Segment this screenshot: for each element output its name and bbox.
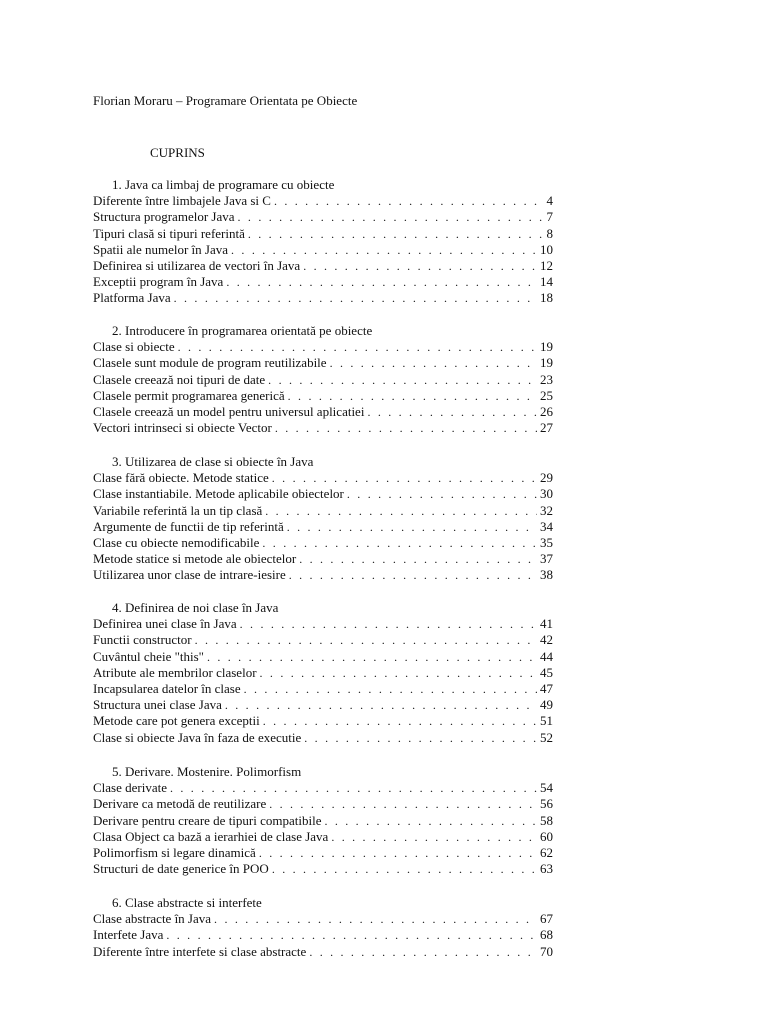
toc-entry — [93, 551, 553, 567]
toc-entry-label: Definirea unei clase în Java — [93, 616, 237, 632]
toc-section-title: 5. Derivare. Mostenire. Polimorfism — [112, 764, 302, 779]
toc-entry-page-number: 68 — [540, 927, 553, 943]
toc-entry-page-number: 56 — [540, 796, 553, 812]
toc-section-title: 2. Introducere în programarea orientată pe obiecte — [112, 323, 373, 338]
toc-entry — [93, 420, 553, 436]
toc-entry-page-number: 10 — [540, 241, 553, 257]
dot-leader — [262, 535, 537, 551]
toc-entry — [93, 209, 553, 225]
dot-leader — [265, 503, 537, 519]
toc-entry — [93, 258, 553, 274]
dot-leader — [330, 355, 537, 371]
toc-entry-page-number: 19 — [540, 355, 553, 371]
toc-section — [93, 454, 553, 584]
toc-entry-page-number: 52 — [540, 729, 553, 745]
toc-entry-label: Structura unei clase Java — [93, 697, 222, 713]
toc-entry-page-number: 41 — [540, 616, 553, 632]
dot-leader — [268, 372, 537, 388]
toc-entry — [93, 404, 553, 420]
toc-entry — [93, 535, 553, 551]
toc-section — [93, 895, 553, 960]
toc-entry — [93, 796, 553, 812]
toc-entry — [93, 226, 553, 242]
dot-leader — [226, 274, 537, 290]
dot-leader — [303, 258, 537, 274]
toc-section-title: 6. Clase abstracte si interfete — [112, 895, 262, 910]
dot-leader — [248, 226, 544, 242]
toc-entry-page-number: 60 — [540, 828, 553, 844]
toc-entry-page-number: 8 — [546, 225, 553, 241]
toc-entry-label: Derivare pentru creare de tipuri compatibile — [93, 812, 322, 828]
toc-entry — [93, 927, 553, 943]
toc-entry-label: Clase fără obiecte. Metode statice — [93, 470, 269, 486]
toc-entry — [93, 372, 553, 388]
toc-entry — [93, 813, 553, 829]
toc-entry — [93, 355, 553, 371]
toc-entry-page-number: 49 — [540, 697, 553, 713]
document-header: Florian Moraru – Programare Orientata pe Obiecte — [93, 93, 358, 108]
toc-entry-label: Metode statice si metode ale obiectelor — [93, 551, 297, 567]
toc-entry-label: Tipuri clasă si tipuri referintă — [93, 225, 245, 241]
toc-entry — [93, 829, 553, 845]
toc-entry-page-number: 38 — [540, 567, 553, 583]
toc-entry-label: Clasele creează un model pentru universul aplicatiei — [93, 404, 365, 420]
dot-leader — [274, 193, 544, 209]
toc-entry-label: Utilizarea unor clase de intrare-iesire — [93, 567, 286, 583]
toc-entry-page-number: 51 — [540, 713, 553, 729]
toc-entry — [93, 632, 553, 648]
dot-leader — [238, 209, 544, 225]
toc-entry — [93, 780, 553, 796]
toc-entry-page-number: 29 — [540, 470, 553, 486]
toc-entry-label: Clasele creează noi tipuri de date — [93, 371, 266, 387]
dot-leader — [347, 486, 537, 502]
toc-entry-label: Definirea si utilizarea de vectori în Java — [93, 258, 301, 274]
toc-entry — [93, 193, 553, 209]
toc-entry-label: Spatii ale numelor în Java — [93, 241, 229, 257]
toc-entry-page-number: 37 — [540, 551, 553, 567]
toc-entry-label: Clasele permit programarea generică — [93, 387, 285, 403]
toc-entry-page-number: 62 — [540, 845, 553, 861]
toc-entry — [93, 861, 553, 877]
toc-section-title: 1. Java ca limbaj de programare cu obiecte — [112, 177, 335, 192]
toc-entry-label: Clase derivate — [93, 780, 167, 796]
toc-entry-page-number: 26 — [540, 404, 553, 420]
toc-entry — [93, 470, 553, 486]
toc-entry-label: Polimorfism si legare dinamică — [93, 845, 256, 861]
toc-entry-page-number: 47 — [540, 681, 553, 697]
dot-leader — [225, 697, 537, 713]
toc-entry-label: Interfete Java — [93, 927, 164, 943]
dot-leader — [263, 713, 537, 729]
toc-entry-label: Clasele sunt module de program reutilizabile — [93, 355, 327, 371]
toc-section-title: 4. Definirea de noi clase în Java — [112, 600, 279, 615]
dot-leader — [299, 551, 537, 567]
toc-entry-page-number: 70 — [540, 943, 553, 959]
dot-leader — [269, 796, 537, 812]
toc-entry — [93, 519, 553, 535]
toc-entry — [93, 503, 553, 519]
toc-entry-page-number: 67 — [540, 911, 553, 927]
toc-entry — [93, 730, 553, 746]
dot-leader — [195, 632, 537, 648]
toc-entry — [93, 274, 553, 290]
dot-leader — [231, 242, 537, 258]
dot-leader — [260, 665, 537, 681]
toc-entry-label: Atribute ale membrilor claselor — [93, 664, 257, 680]
dot-leader — [324, 813, 537, 829]
toc-title: CUPRINS — [150, 145, 205, 160]
toc-entry-page-number: 12 — [540, 258, 553, 274]
toc-section — [93, 600, 553, 746]
dot-leader — [272, 861, 537, 877]
toc-entry-page-number: 14 — [540, 274, 553, 290]
dot-leader — [367, 404, 537, 420]
toc-entry-label: Clase abstracte în Java — [93, 911, 212, 927]
toc-section — [93, 323, 553, 436]
dot-leader — [272, 470, 537, 486]
dot-leader — [259, 845, 537, 861]
toc-entry — [93, 339, 553, 355]
toc-entry-label: Clase si obiecte — [93, 339, 175, 355]
toc-entry-label: Functii constructor — [93, 632, 192, 648]
toc-entry-label: Argumente de functii de tip referintă — [93, 518, 284, 534]
toc-entry-label: Diferente între limbajele Java si C — [93, 193, 271, 209]
toc-entry-page-number: 44 — [540, 648, 553, 664]
toc-entry — [93, 944, 553, 960]
toc-entry — [93, 845, 553, 861]
toc-entry-page-number: 27 — [540, 420, 553, 436]
dot-leader — [214, 911, 537, 927]
toc-entry-page-number: 25 — [540, 387, 553, 403]
toc-entry — [93, 697, 553, 713]
toc-entry-label: Variabile referintă la un tip clasă — [93, 502, 263, 518]
toc-entry-label: Exceptii program în Java — [93, 274, 224, 290]
toc-section — [93, 177, 553, 307]
toc-entry — [93, 242, 553, 258]
toc-entry-label: Diferente între interfete si clase abstracte — [93, 943, 307, 959]
toc-entry-page-number: 34 — [540, 518, 553, 534]
toc-entry-label: Incapsularea datelor în clase — [93, 681, 241, 697]
toc-entry-page-number: 54 — [540, 780, 553, 796]
dot-leader — [275, 420, 537, 436]
toc-entry-page-number: 63 — [540, 861, 553, 877]
dot-leader — [244, 681, 537, 697]
toc-entry — [93, 616, 553, 632]
toc-entry-label: Structura programelor Java — [93, 209, 235, 225]
toc-entry-page-number: 32 — [540, 502, 553, 518]
toc-entry-page-number: 19 — [540, 339, 553, 355]
toc-entry-label: Structuri de date generice în POO — [93, 861, 269, 877]
toc-entry-page-number: 23 — [540, 371, 553, 387]
toc-entry — [93, 713, 553, 729]
toc-entry — [93, 649, 553, 665]
dot-leader — [207, 649, 537, 665]
toc-entry-label: Platforma Java — [93, 290, 171, 306]
dot-leader — [304, 730, 537, 746]
toc-entry — [93, 567, 553, 583]
toc-entry-page-number: 58 — [540, 812, 553, 828]
toc-entry — [93, 290, 553, 306]
dot-leader — [309, 944, 537, 960]
toc-entry-page-number: 30 — [540, 486, 553, 502]
dot-leader — [174, 290, 537, 306]
toc-entry-page-number: 18 — [540, 290, 553, 306]
toc-entry-label: Clase si obiecte Java în faza de executie — [93, 729, 302, 745]
toc-section — [93, 764, 553, 877]
toc-entry — [93, 486, 553, 502]
toc-entry — [93, 388, 553, 404]
dot-leader — [178, 339, 537, 355]
toc-entry-label: Clase cu obiecte nemodificabile — [93, 535, 260, 551]
toc-entry-page-number: 35 — [540, 535, 553, 551]
dot-leader — [289, 567, 537, 583]
toc-entry-label: Clasa Object ca bază a ierarhiei de clase Java — [93, 828, 329, 844]
toc-entry-page-number: 45 — [540, 664, 553, 680]
dot-leader — [240, 616, 537, 632]
toc-section-title: 3. Utilizarea de clase si obiecte în Java — [112, 454, 314, 469]
dot-leader — [170, 780, 537, 796]
toc-entry — [93, 911, 553, 927]
dot-leader — [166, 927, 537, 943]
toc-entry-label: Metode care pot genera exceptii — [93, 713, 260, 729]
dot-leader — [287, 519, 537, 535]
toc-entry-label: Cuvântul cheie "this" — [93, 648, 204, 664]
toc-entry-label: Derivare ca metodă de reutilizare — [93, 796, 267, 812]
dot-leader — [288, 388, 537, 404]
toc-entry — [93, 681, 553, 697]
toc-entry-label: Vectori intrinseci si obiecte Vector — [93, 420, 272, 436]
dot-leader — [331, 829, 537, 845]
toc-entry-page-number: 7 — [546, 209, 553, 225]
toc-entry — [93, 665, 553, 681]
toc-entry-label: Clase instantiabile. Metode aplicabile obiectelor — [93, 486, 344, 502]
toc-entry-page-number: 4 — [546, 193, 553, 209]
toc-entry-page-number: 42 — [540, 632, 553, 648]
